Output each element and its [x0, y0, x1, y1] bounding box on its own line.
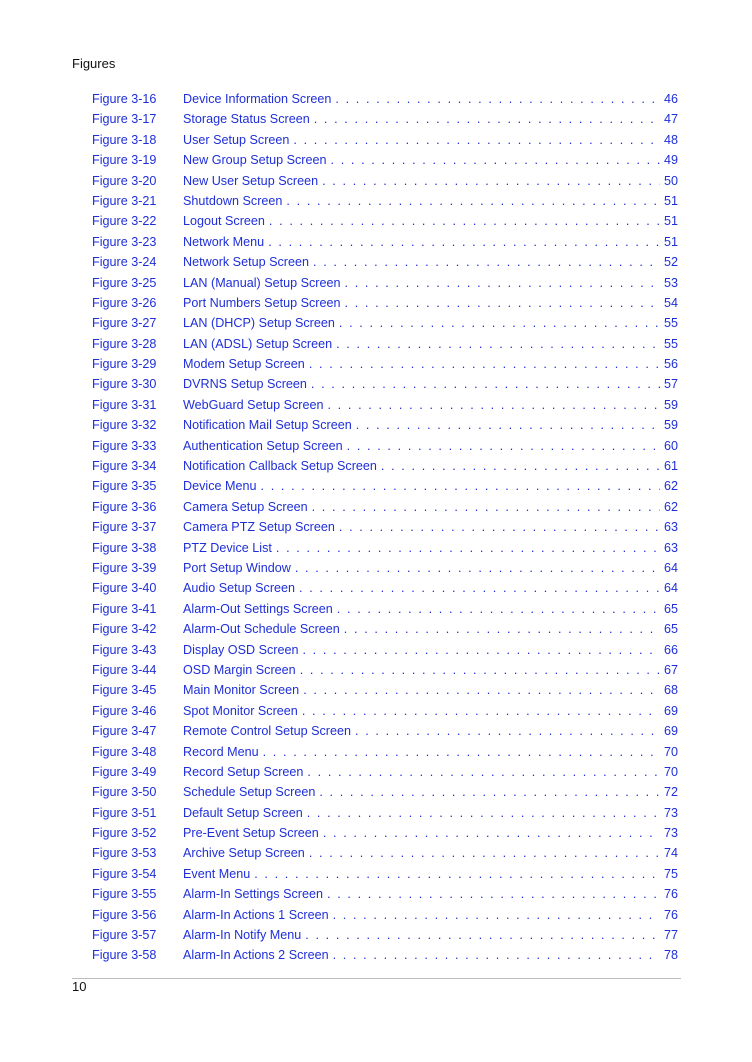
figure-number[interactable]: Figure 3-55	[92, 887, 157, 902]
dot-leader	[345, 293, 660, 313]
figure-title[interactable]: Alarm-In Notify Menu	[183, 928, 302, 943]
figure-title[interactable]: Notification Mail Setup Screen	[183, 418, 352, 433]
toc-entry[interactable]	[92, 680, 678, 700]
figure-title[interactable]: Alarm-In Actions 1 Screen	[183, 907, 329, 922]
dot-leader	[322, 171, 660, 191]
figure-number[interactable]: Figure 3-50	[92, 785, 157, 800]
figure-page-number[interactable]: 54	[663, 295, 678, 310]
toc-entry[interactable]	[92, 436, 678, 456]
dot-leader	[323, 823, 660, 843]
running-header: Figures	[72, 56, 116, 71]
figure-page-number[interactable]: 63	[663, 540, 678, 555]
dot-leader	[293, 130, 660, 150]
figure-title[interactable]: Storage Status Screen	[183, 112, 310, 127]
figure-page-number[interactable]: 69	[663, 703, 678, 718]
figure-title[interactable]: Camera PTZ Setup Screen	[183, 520, 335, 535]
figure-number[interactable]: Figure 3-43	[92, 642, 157, 657]
figure-title[interactable]: Display OSD Screen	[183, 642, 299, 657]
figure-title[interactable]: Archive Setup Screen	[183, 846, 305, 861]
toc-entry[interactable]	[92, 864, 678, 884]
figure-page-number[interactable]: 72	[663, 785, 678, 800]
toc-entry[interactable]	[92, 89, 678, 109]
figure-page-number[interactable]: 49	[663, 153, 678, 168]
figure-title[interactable]: Main Monitor Screen	[183, 683, 300, 698]
dot-leader	[337, 599, 660, 619]
figure-title[interactable]: Record Menu	[183, 744, 259, 759]
toc-entry[interactable]	[92, 742, 678, 762]
figure-title[interactable]: Authentication Setup Screen	[183, 438, 343, 453]
toc-entry[interactable]	[92, 109, 678, 129]
figure-title[interactable]: LAN (ADSL) Setup Screen	[183, 336, 333, 351]
dot-leader	[331, 150, 660, 170]
figure-number[interactable]: Figure 3-25	[92, 275, 157, 290]
dot-leader	[312, 497, 660, 517]
figure-number[interactable]: Figure 3-53	[92, 846, 157, 861]
dot-leader	[309, 354, 660, 374]
figure-number[interactable]: Figure 3-58	[92, 948, 157, 963]
toc-entry[interactable]	[92, 640, 678, 660]
dot-leader	[313, 252, 660, 272]
figure-title[interactable]: PTZ Device List	[183, 540, 272, 555]
dot-leader	[286, 191, 660, 211]
figure-title[interactable]: Alarm-In Actions 2 Screen	[183, 948, 329, 963]
figure-number[interactable]: Figure 3-35	[92, 479, 157, 494]
dot-leader	[336, 334, 660, 354]
toc-entry[interactable]	[92, 334, 678, 354]
figure-page-number[interactable]: 68	[663, 683, 678, 698]
figure-page-number[interactable]: 59	[663, 397, 678, 412]
dot-leader	[309, 843, 660, 863]
figure-page-number[interactable]: 55	[663, 316, 678, 331]
toc-entry[interactable]	[92, 273, 678, 293]
toc-entry[interactable]	[92, 150, 678, 170]
toc-entry[interactable]	[92, 476, 678, 496]
figure-number[interactable]: Figure 3-20	[92, 173, 157, 188]
figure-number[interactable]: Figure 3-30	[92, 377, 157, 392]
figure-title[interactable]: DVRNS Setup Screen	[183, 377, 307, 392]
figure-number[interactable]: Figure 3-38	[92, 540, 157, 555]
figure-number[interactable]: Figure 3-29	[92, 357, 157, 372]
figure-number[interactable]: Figure 3-56	[92, 907, 157, 922]
figure-page-number[interactable]: 67	[663, 662, 678, 677]
dot-leader	[305, 925, 660, 945]
figure-title[interactable]: Remote Control Setup Screen	[183, 724, 352, 739]
toc-entry[interactable]	[92, 925, 678, 945]
figure-number[interactable]: Figure 3-22	[92, 214, 157, 229]
dot-leader	[333, 905, 660, 925]
figure-page-number[interactable]: 64	[663, 560, 678, 575]
dot-leader	[276, 538, 660, 558]
figure-number[interactable]: Figure 3-27	[92, 316, 157, 331]
figure-title[interactable]: Record Setup Screen	[183, 764, 304, 779]
figure-title[interactable]: Camera Setup Screen	[183, 499, 308, 514]
toc-entry[interactable]	[92, 803, 678, 823]
toc-entry[interactable]	[92, 313, 678, 333]
toc-entry[interactable]	[92, 721, 678, 741]
dot-leader	[300, 660, 660, 680]
figure-number[interactable]: Figure 3-42	[92, 622, 157, 637]
toc-entry[interactable]	[92, 558, 678, 578]
figure-page-number[interactable]: 51	[663, 214, 678, 229]
dot-leader	[311, 374, 660, 394]
figure-page-number[interactable]: 59	[663, 418, 678, 433]
figure-title[interactable]: Schedule Setup Screen	[183, 785, 316, 800]
figure-page-number[interactable]: 56	[663, 357, 678, 372]
toc-entry[interactable]	[92, 130, 678, 150]
figure-number[interactable]: Figure 3-49	[92, 764, 157, 779]
figure-title[interactable]: Alarm-Out Settings Screen	[183, 601, 333, 616]
figure-title[interactable]: LAN (Manual) Setup Screen	[183, 275, 341, 290]
figure-page-number[interactable]: 66	[663, 642, 678, 657]
figure-number[interactable]: Figure 3-57	[92, 928, 157, 943]
toc-entry[interactable]	[92, 171, 678, 191]
figure-title[interactable]: Shutdown Screen	[183, 193, 283, 208]
figure-title[interactable]: LAN (DHCP) Setup Screen	[183, 316, 335, 331]
figure-page-number[interactable]: 70	[663, 744, 678, 759]
figure-number[interactable]: Figure 3-39	[92, 560, 157, 575]
dot-leader	[327, 395, 660, 415]
dot-leader	[269, 211, 660, 231]
figure-number[interactable]: Figure 3-52	[92, 826, 157, 841]
figure-number[interactable]: Figure 3-36	[92, 499, 157, 514]
figure-page-number[interactable]: 62	[663, 479, 678, 494]
figure-number[interactable]: Figure 3-17	[92, 112, 157, 127]
figure-page-number[interactable]: 53	[663, 275, 678, 290]
figure-title[interactable]: Port Setup Window	[183, 560, 291, 575]
figure-title[interactable]: Spot Monitor Screen	[183, 703, 298, 718]
toc-entry[interactable]	[92, 599, 678, 619]
figure-page-number[interactable]: 65	[663, 601, 678, 616]
dot-leader	[302, 701, 660, 721]
figure-number[interactable]: Figure 3-32	[92, 418, 157, 433]
figure-page-number[interactable]: 62	[663, 499, 678, 514]
figure-number[interactable]: Figure 3-54	[92, 866, 157, 881]
figure-page-number[interactable]: 75	[663, 866, 678, 881]
figure-number[interactable]: Figure 3-48	[92, 744, 157, 759]
figure-page-number[interactable]: 48	[663, 132, 678, 147]
figure-page-number[interactable]: 76	[663, 887, 678, 902]
toc-entry[interactable]	[92, 884, 678, 904]
figure-page-number[interactable]: 70	[663, 764, 678, 779]
figure-title[interactable]: Network Menu	[183, 234, 265, 249]
toc-entry[interactable]	[92, 578, 678, 598]
figure-title[interactable]: WebGuard Setup Screen	[183, 397, 324, 412]
figure-title[interactable]: Audio Setup Screen	[183, 581, 296, 596]
toc-entry[interactable]	[92, 252, 678, 272]
toc-entry[interactable]	[92, 211, 678, 231]
figure-title[interactable]: Event Menu	[183, 866, 251, 881]
figure-number[interactable]: Figure 3-26	[92, 295, 157, 310]
figure-page-number[interactable]: 47	[663, 112, 678, 127]
figure-title[interactable]: Logout Screen	[183, 214, 265, 229]
figure-number[interactable]: Figure 3-18	[92, 132, 157, 147]
figure-title[interactable]: Device Menu	[183, 479, 257, 494]
toc-entry[interactable]	[92, 232, 678, 252]
toc-entry[interactable]	[92, 456, 678, 476]
toc-entry[interactable]	[92, 660, 678, 680]
toc-entry[interactable]	[92, 354, 678, 374]
figure-title[interactable]: User Setup Screen	[183, 132, 290, 147]
dot-leader	[335, 89, 660, 109]
dot-leader	[319, 782, 660, 802]
figure-title[interactable]: Pre-Event Setup Screen	[183, 826, 319, 841]
figure-number[interactable]: Figure 3-47	[92, 724, 157, 739]
dot-leader	[356, 415, 660, 435]
figure-title[interactable]: New User Setup Screen	[183, 173, 319, 188]
figure-number[interactable]: Figure 3-16	[92, 92, 157, 106]
figure-page-number[interactable]: 51	[663, 234, 678, 249]
dot-leader	[327, 884, 660, 904]
toc-entry[interactable]	[92, 782, 678, 802]
toc-entry[interactable]	[92, 945, 678, 965]
figure-title[interactable]: Network Setup Screen	[183, 255, 309, 270]
dot-leader	[307, 762, 660, 782]
toc-entry[interactable]	[92, 843, 678, 863]
figure-page-number[interactable]: 46	[663, 92, 678, 106]
toc-entry[interactable]	[92, 374, 678, 394]
figure-number[interactable]: Figure 3-40	[92, 581, 157, 596]
figure-number[interactable]: Figure 3-31	[92, 397, 157, 412]
figure-title[interactable]: Default Setup Screen	[183, 805, 303, 820]
toc-entry[interactable]	[92, 701, 678, 721]
figure-page-number[interactable]: 51	[663, 193, 678, 208]
dot-leader	[307, 803, 660, 823]
dot-leader	[355, 721, 660, 741]
figure-number[interactable]: Figure 3-46	[92, 703, 157, 718]
figure-page-number[interactable]: 74	[663, 846, 678, 861]
dot-leader	[302, 640, 660, 660]
dot-leader	[263, 742, 660, 762]
figure-title[interactable]: Device Information Screen	[183, 92, 332, 106]
toc-entry[interactable]	[92, 415, 678, 435]
figure-title[interactable]: Alarm-In Settings Screen	[183, 887, 323, 902]
figure-page-number[interactable]: 65	[663, 622, 678, 637]
dot-leader	[339, 313, 660, 333]
footer-divider	[72, 978, 681, 979]
dot-leader	[347, 436, 660, 456]
figure-number[interactable]: Figure 3-24	[92, 255, 157, 270]
figure-title[interactable]: Port Numbers Setup Screen	[183, 295, 341, 310]
figure-number[interactable]: Figure 3-44	[92, 662, 157, 677]
figure-title[interactable]: Modem Setup Screen	[183, 357, 305, 372]
figure-title[interactable]: New Group Setup Screen	[183, 153, 327, 168]
dot-leader	[254, 864, 660, 884]
dot-leader	[344, 619, 660, 639]
figure-title[interactable]: OSD Margin Screen	[183, 662, 296, 677]
figure-page-number[interactable]: 73	[663, 805, 678, 820]
toc-entry[interactable]	[92, 191, 678, 211]
dot-leader	[314, 109, 660, 129]
toc-entry[interactable]	[92, 905, 678, 925]
page-number: 10	[72, 979, 87, 994]
toc-entry[interactable]	[92, 293, 678, 313]
dot-leader	[299, 578, 660, 598]
figure-number[interactable]: Figure 3-28	[92, 336, 157, 351]
figure-number[interactable]: Figure 3-51	[92, 805, 157, 820]
figure-number[interactable]: Figure 3-33	[92, 438, 157, 453]
toc-entry[interactable]	[92, 619, 678, 639]
figure-page-number[interactable]: 64	[663, 581, 678, 596]
figure-page-number[interactable]: 61	[663, 459, 678, 474]
figure-number[interactable]: Figure 3-19	[92, 153, 157, 168]
toc-entry[interactable]	[92, 395, 678, 415]
figure-number[interactable]: Figure 3-21	[92, 193, 157, 208]
figure-page-number[interactable]: 63	[663, 520, 678, 535]
dot-leader	[339, 517, 660, 537]
figure-page-number[interactable]: 52	[663, 255, 678, 270]
dot-leader	[261, 476, 660, 496]
figure-page-number[interactable]: 69	[663, 724, 678, 739]
list-of-figures	[92, 89, 678, 966]
figure-number[interactable]: Figure 3-23	[92, 234, 157, 249]
dot-leader	[268, 232, 660, 252]
figure-number[interactable]: Figure 3-37	[92, 520, 157, 535]
toc-entry[interactable]	[92, 517, 678, 537]
figure-number[interactable]: Figure 3-45	[92, 683, 157, 698]
figure-page-number[interactable]: 76	[663, 907, 678, 922]
figure-title[interactable]: Notification Callback Setup Screen	[183, 459, 377, 474]
figure-page-number[interactable]: 60	[663, 438, 678, 453]
figure-page-number[interactable]: 73	[663, 826, 678, 841]
figure-page-number[interactable]: 55	[663, 336, 678, 351]
figure-page-number[interactable]: 78	[663, 948, 678, 963]
figure-page-number[interactable]: 50	[663, 173, 678, 188]
figure-title[interactable]: Alarm-Out Schedule Screen	[183, 622, 340, 637]
dot-leader	[295, 558, 660, 578]
figure-number[interactable]: Figure 3-34	[92, 459, 157, 474]
dot-leader	[303, 680, 660, 700]
figure-page-number[interactable]: 77	[663, 928, 678, 943]
toc-entry[interactable]	[92, 762, 678, 782]
dot-leader	[345, 273, 660, 293]
figure-page-number[interactable]: 57	[663, 377, 678, 392]
toc-entry[interactable]	[92, 497, 678, 517]
figure-number[interactable]: Figure 3-41	[92, 601, 157, 616]
toc-entry[interactable]	[92, 823, 678, 843]
dot-leader	[381, 456, 660, 476]
toc-entry[interactable]	[92, 538, 678, 558]
dot-leader	[333, 945, 660, 965]
